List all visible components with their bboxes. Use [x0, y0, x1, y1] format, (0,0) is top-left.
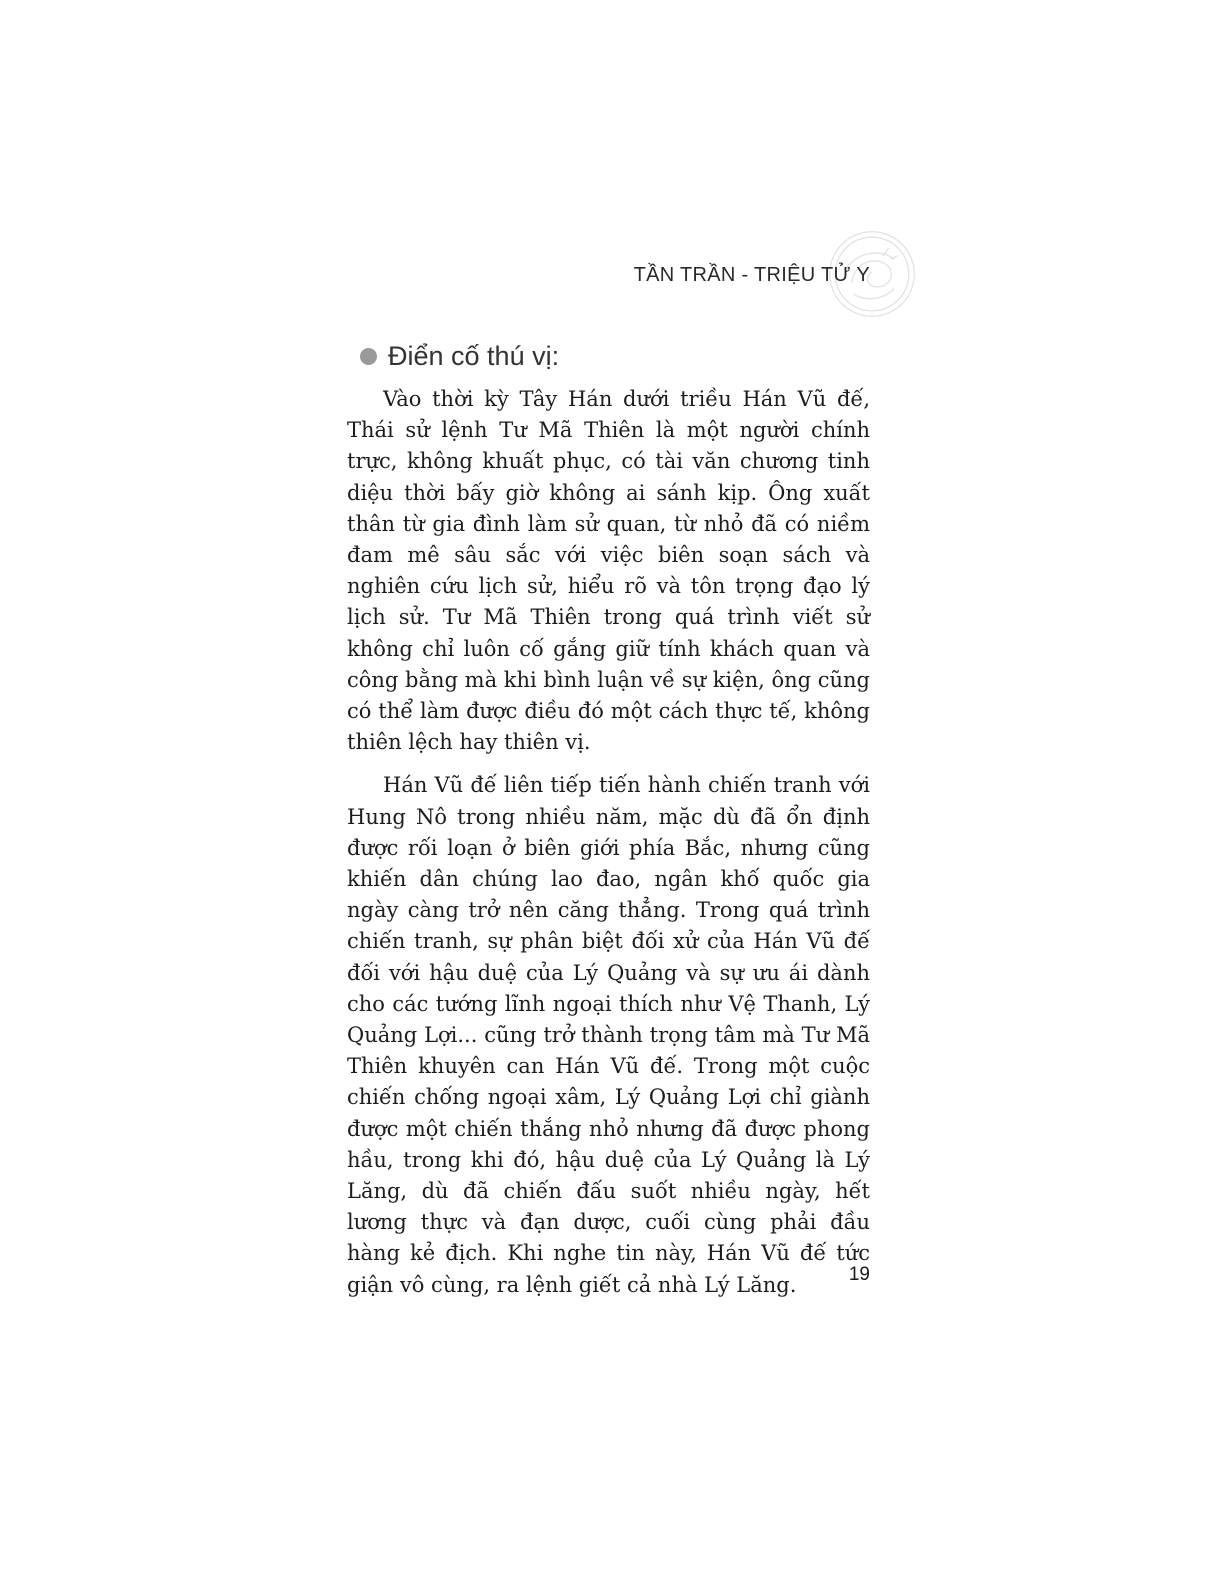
- section-heading: [360, 336, 559, 376]
- paragraph-2: Hán Vũ đế liên tiếp tiến hành chiến tranh với Hung Nô trong nhiều năm, mặc dù đã ổn định được rối loạn ở biên giới phía Bắc, nhưng cũng khiến dân chúng lao đao, ngân khố quốc gia ngày càng trở nên căng thẳng. Trong quá trình chiến tranh, sự phân biệt đối xử của Hán Vũ đế đối với hậu duệ của Lý Quảng và sự ưu ái dành cho các tướng lĩnh ngoại thích như Vệ Thanh, Lý Quảng Lợi... cũng trở thành trọng tâm mà Tư Mã Thiên khuyên can Hán Vũ đế. Trong một cuộc chiến chống ngoại xâm, Lý Quảng Lợi chỉ giành được một chiến thắng nhỏ nhưng đã được phong hầu, trong khi đó, hậu duệ của Lý Quảng là Lý Lăng, dù đã chiến đấu suốt nhiều ngày, hết lương thực và đạn dược, cuối cùng phải đầu hàng kẻ địch. Khi nghe tin này, Hán Vũ đế tức giận vô cùng, ra lệnh giết cả nhà Lý Lăng.: [347, 773, 870, 1297]
- body-text: [347, 384, 870, 1313]
- page-number: 19: [848, 1264, 870, 1285]
- section-heading-text: Điển cố thú vị:: [388, 340, 560, 371]
- running-header: TẦN TRẦN - TRIỆU TỬ Y: [633, 264, 870, 286]
- bullet-icon: [360, 348, 377, 365]
- paragraph-1: Vào thời kỳ Tây Hán dưới triều Hán Vũ đế, Thái sử lệnh Tư Mã Thiên là một người chính trực, không khuất phục, có tài văn chương tinh diệu thời bấy giờ không ai sánh kịp. Ông xuất thân từ gia đình làm sử quan, từ nhỏ đã có niềm đam mê sâu sắc với việc biên soạn sách và nghiên cứu lịch sử, hiểu rõ và tôn trọng đạo lý lịch sử. Tư Mã Thiên trong quá trình viết sử không chỉ luôn cố gắng giữ tính khách quan và công bằng mà khi bình luận về sự kiện, ông cũng có thể làm được điều đó một cách thực tế, không thiên lệch hay thiên vị.: [347, 387, 870, 755]
